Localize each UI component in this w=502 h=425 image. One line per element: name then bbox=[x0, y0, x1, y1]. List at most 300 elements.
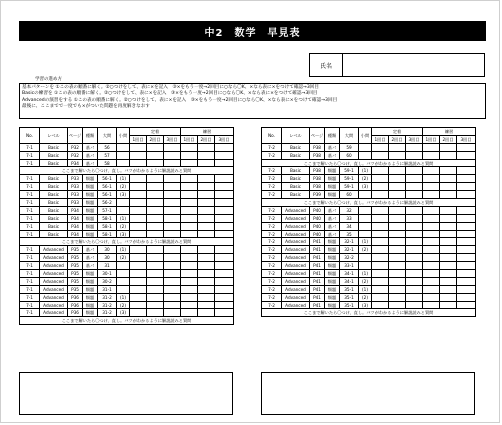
check-cell[interactable] bbox=[147, 285, 164, 293]
cell-small: (2) bbox=[359, 293, 372, 301]
check-cell[interactable] bbox=[215, 151, 234, 159]
check-cell[interactable] bbox=[181, 183, 198, 191]
check-cell[interactable] bbox=[457, 230, 476, 238]
check-cell[interactable] bbox=[423, 293, 440, 301]
check-cell[interactable] bbox=[130, 175, 147, 183]
check-cell[interactable] bbox=[389, 222, 406, 230]
check-cell[interactable] bbox=[406, 254, 423, 262]
check-cell[interactable] bbox=[406, 238, 423, 246]
right-memo-box[interactable] bbox=[261, 372, 475, 415]
check-cell[interactable] bbox=[372, 293, 389, 301]
check-cell[interactable] bbox=[181, 277, 198, 285]
check-cell[interactable] bbox=[164, 301, 181, 309]
check-cell[interactable] bbox=[181, 262, 198, 270]
check-cell[interactable] bbox=[130, 183, 147, 191]
check-cell[interactable] bbox=[215, 309, 234, 317]
check-cell[interactable] bbox=[181, 270, 198, 278]
check-cell[interactable] bbox=[406, 230, 423, 238]
check-cell[interactable] bbox=[147, 254, 164, 262]
check-cell[interactable] bbox=[372, 222, 389, 230]
check-cell[interactable] bbox=[372, 285, 389, 293]
check-cell[interactable] bbox=[147, 191, 164, 199]
check-cell[interactable] bbox=[181, 301, 198, 309]
name-field[interactable] bbox=[343, 54, 484, 76]
check-cell[interactable] bbox=[406, 285, 423, 293]
check-cell[interactable] bbox=[457, 285, 476, 293]
check-cell[interactable] bbox=[389, 238, 406, 246]
cell-big: 59-1 bbox=[340, 167, 359, 175]
cell-level: Advanced bbox=[40, 262, 68, 270]
check-cell[interactable] bbox=[406, 222, 423, 230]
check-cell[interactable] bbox=[372, 262, 389, 270]
check-cell[interactable] bbox=[406, 270, 423, 278]
check-cell[interactable] bbox=[130, 159, 147, 167]
check-cell[interactable] bbox=[423, 214, 440, 222]
check-cell[interactable] bbox=[372, 301, 389, 309]
section-note-row bbox=[20, 238, 234, 246]
check-cell[interactable] bbox=[440, 301, 457, 309]
cell-level: Advanced bbox=[282, 293, 310, 301]
table-row bbox=[262, 167, 476, 175]
check-cell[interactable] bbox=[389, 262, 406, 270]
check-cell[interactable] bbox=[147, 293, 164, 301]
check-cell[interactable] bbox=[457, 175, 476, 183]
check-cell[interactable] bbox=[423, 246, 440, 254]
check-cell[interactable] bbox=[372, 270, 389, 278]
cell-small: (2) bbox=[359, 246, 372, 254]
check-cell[interactable] bbox=[181, 230, 198, 238]
check-cell[interactable] bbox=[130, 206, 147, 214]
check-cell[interactable] bbox=[440, 230, 457, 238]
check-cell[interactable] bbox=[215, 206, 234, 214]
check-cell[interactable] bbox=[215, 175, 234, 183]
check-cell[interactable] bbox=[440, 285, 457, 293]
check-cell[interactable] bbox=[198, 270, 215, 278]
check-cell[interactable] bbox=[406, 175, 423, 183]
check-cell[interactable] bbox=[406, 143, 423, 151]
check-cell[interactable] bbox=[130, 262, 147, 270]
check-cell[interactable] bbox=[198, 175, 215, 183]
check-cell[interactable] bbox=[147, 143, 164, 151]
check-cell[interactable] bbox=[164, 222, 181, 230]
header-no: No. bbox=[20, 128, 40, 144]
cell-small: (1) bbox=[359, 285, 372, 293]
check-cell[interactable] bbox=[181, 159, 198, 167]
cell-page: P32 bbox=[68, 151, 83, 159]
check-cell[interactable] bbox=[389, 246, 406, 254]
check-cell[interactable] bbox=[147, 183, 164, 191]
check-cell[interactable] bbox=[181, 191, 198, 199]
check-cell[interactable] bbox=[423, 254, 440, 262]
check-cell[interactable] bbox=[372, 214, 389, 222]
check-cell[interactable] bbox=[198, 246, 215, 254]
check-cell[interactable] bbox=[164, 246, 181, 254]
header-type: 種類 bbox=[325, 128, 340, 144]
cell-small: (1) bbox=[359, 270, 372, 278]
check-cell[interactable] bbox=[130, 277, 147, 285]
check-cell[interactable] bbox=[147, 199, 164, 207]
check-cell[interactable] bbox=[457, 246, 476, 254]
check-cell[interactable] bbox=[372, 191, 389, 199]
check-cell[interactable] bbox=[389, 151, 406, 159]
check-cell[interactable] bbox=[372, 238, 389, 246]
check-cell[interactable] bbox=[215, 293, 234, 301]
check-cell[interactable] bbox=[130, 230, 147, 238]
cell-level: Advanced bbox=[282, 262, 310, 270]
cell-big: 32-1 bbox=[340, 246, 359, 254]
check-cell[interactable] bbox=[164, 293, 181, 301]
check-cell[interactable] bbox=[147, 151, 164, 159]
check-cell[interactable] bbox=[147, 159, 164, 167]
check-cell[interactable] bbox=[406, 246, 423, 254]
check-cell[interactable] bbox=[457, 238, 476, 246]
check-cell[interactable] bbox=[423, 301, 440, 309]
cell-page: P33 bbox=[68, 175, 83, 183]
check-cell[interactable] bbox=[372, 183, 389, 191]
check-cell[interactable] bbox=[389, 254, 406, 262]
check-cell[interactable] bbox=[181, 222, 198, 230]
check-cell[interactable] bbox=[372, 254, 389, 262]
check-cell[interactable] bbox=[198, 309, 215, 317]
check-cell[interactable] bbox=[215, 199, 234, 207]
check-cell[interactable] bbox=[440, 277, 457, 285]
check-cell[interactable] bbox=[164, 199, 181, 207]
left-memo-box[interactable] bbox=[19, 372, 233, 415]
cell-level: Advanced bbox=[40, 301, 68, 309]
check-cell[interactable] bbox=[130, 301, 147, 309]
check-cell[interactable] bbox=[181, 254, 198, 262]
cell-no: 7-2 bbox=[262, 175, 282, 183]
cell-page: P34 bbox=[68, 230, 83, 238]
check-cell[interactable] bbox=[164, 183, 181, 191]
check-cell[interactable] bbox=[164, 285, 181, 293]
check-cell[interactable] bbox=[372, 167, 389, 175]
check-cell[interactable] bbox=[198, 191, 215, 199]
check-cell[interactable] bbox=[440, 254, 457, 262]
check-cell[interactable] bbox=[423, 206, 440, 214]
check-cell[interactable] bbox=[389, 143, 406, 151]
check-cell[interactable] bbox=[147, 246, 164, 254]
cell-small: (2) bbox=[117, 222, 130, 230]
check-cell[interactable] bbox=[457, 167, 476, 175]
check-cell[interactable] bbox=[198, 285, 215, 293]
check-cell[interactable] bbox=[406, 151, 423, 159]
check-cell[interactable] bbox=[389, 270, 406, 278]
cell-type: 類題 bbox=[325, 175, 340, 183]
cell-big: 58-1 bbox=[98, 214, 117, 222]
check-cell[interactable] bbox=[147, 230, 164, 238]
check-cell[interactable] bbox=[181, 285, 198, 293]
check-cell[interactable] bbox=[198, 230, 215, 238]
cell-type: 類題 bbox=[83, 199, 98, 207]
cell-small bbox=[359, 143, 372, 151]
check-cell[interactable] bbox=[406, 262, 423, 270]
check-cell[interactable] bbox=[215, 143, 234, 151]
check-cell[interactable] bbox=[215, 301, 234, 309]
header-r3: 3回目 bbox=[215, 135, 234, 143]
check-cell[interactable] bbox=[198, 293, 215, 301]
check-cell[interactable] bbox=[215, 254, 234, 262]
check-cell[interactable] bbox=[406, 183, 423, 191]
check-cell[interactable] bbox=[389, 191, 406, 199]
check-cell[interactable] bbox=[406, 214, 423, 222]
check-cell[interactable] bbox=[215, 246, 234, 254]
check-cell[interactable] bbox=[440, 270, 457, 278]
check-cell[interactable] bbox=[389, 277, 406, 285]
check-cell[interactable] bbox=[389, 183, 406, 191]
table-row bbox=[262, 222, 476, 230]
check-cell[interactable] bbox=[457, 293, 476, 301]
check-cell[interactable] bbox=[406, 293, 423, 301]
check-cell[interactable] bbox=[164, 151, 181, 159]
check-cell[interactable] bbox=[440, 222, 457, 230]
check-cell[interactable] bbox=[457, 151, 476, 159]
table-row bbox=[20, 293, 234, 301]
check-cell[interactable] bbox=[164, 277, 181, 285]
check-cell[interactable] bbox=[457, 254, 476, 262]
check-cell[interactable] bbox=[164, 270, 181, 278]
check-cell[interactable] bbox=[440, 167, 457, 175]
check-cell[interactable] bbox=[440, 175, 457, 183]
check-cell[interactable] bbox=[130, 293, 147, 301]
check-cell[interactable] bbox=[423, 143, 440, 151]
cell-type: 類題 bbox=[325, 270, 340, 278]
check-cell[interactable] bbox=[372, 230, 389, 238]
cell-big: 31 bbox=[98, 262, 117, 270]
check-cell[interactable] bbox=[181, 246, 198, 254]
check-cell[interactable] bbox=[198, 206, 215, 214]
check-cell[interactable] bbox=[406, 277, 423, 285]
check-cell[interactable] bbox=[423, 151, 440, 159]
cell-page: P40 bbox=[310, 222, 325, 230]
check-cell[interactable] bbox=[147, 222, 164, 230]
section-note: ここまで解いたら〇つけ、直し。バツがわかるように解説読みと質問 bbox=[262, 159, 476, 167]
cell-type: 基パ bbox=[325, 143, 340, 151]
table-row bbox=[20, 277, 234, 285]
check-cell[interactable] bbox=[130, 270, 147, 278]
check-cell[interactable] bbox=[130, 285, 147, 293]
check-cell[interactable] bbox=[406, 167, 423, 175]
check-cell[interactable] bbox=[457, 183, 476, 191]
check-cell[interactable] bbox=[406, 206, 423, 214]
check-cell[interactable] bbox=[181, 214, 198, 222]
check-cell[interactable] bbox=[372, 175, 389, 183]
cell-small: (3) bbox=[117, 230, 130, 238]
check-cell[interactable] bbox=[423, 183, 440, 191]
check-cell[interactable] bbox=[198, 199, 215, 207]
check-cell[interactable] bbox=[389, 206, 406, 214]
cell-no: 7-1 bbox=[20, 254, 40, 262]
check-cell[interactable] bbox=[440, 238, 457, 246]
check-cell[interactable] bbox=[147, 214, 164, 222]
check-cell[interactable] bbox=[130, 254, 147, 262]
check-cell[interactable] bbox=[457, 214, 476, 222]
check-cell[interactable] bbox=[389, 175, 406, 183]
cell-small bbox=[359, 151, 372, 159]
check-cell[interactable] bbox=[440, 206, 457, 214]
check-cell[interactable] bbox=[130, 143, 147, 151]
check-cell[interactable] bbox=[130, 199, 147, 207]
cell-page: P38 bbox=[310, 175, 325, 183]
check-cell[interactable] bbox=[198, 254, 215, 262]
check-cell[interactable] bbox=[130, 309, 147, 317]
check-cell[interactable] bbox=[440, 183, 457, 191]
check-cell[interactable] bbox=[440, 293, 457, 301]
check-cell[interactable] bbox=[130, 151, 147, 159]
check-cell[interactable] bbox=[164, 175, 181, 183]
check-cell[interactable] bbox=[215, 277, 234, 285]
check-cell[interactable] bbox=[389, 293, 406, 301]
cell-type: 類題 bbox=[325, 191, 340, 199]
table-row bbox=[20, 206, 234, 214]
check-cell[interactable] bbox=[215, 230, 234, 238]
page-title: 中2 数学 早見表 bbox=[19, 21, 486, 41]
check-cell[interactable] bbox=[423, 175, 440, 183]
check-cell[interactable] bbox=[198, 214, 215, 222]
check-cell[interactable] bbox=[130, 222, 147, 230]
check-cell[interactable] bbox=[389, 167, 406, 175]
check-cell[interactable] bbox=[164, 214, 181, 222]
check-cell[interactable] bbox=[215, 191, 234, 199]
check-cell[interactable] bbox=[164, 159, 181, 167]
check-cell[interactable] bbox=[440, 246, 457, 254]
check-cell[interactable] bbox=[164, 191, 181, 199]
cell-no: 7-2 bbox=[262, 270, 282, 278]
check-cell[interactable] bbox=[147, 277, 164, 285]
table-row bbox=[20, 199, 234, 207]
check-cell[interactable] bbox=[181, 293, 198, 301]
check-cell[interactable] bbox=[372, 151, 389, 159]
check-cell[interactable] bbox=[372, 246, 389, 254]
table-row bbox=[262, 151, 476, 159]
check-cell[interactable] bbox=[147, 175, 164, 183]
check-cell[interactable] bbox=[181, 206, 198, 214]
check-cell[interactable] bbox=[147, 262, 164, 270]
check-cell[interactable] bbox=[181, 309, 198, 317]
name-label: 氏名 bbox=[310, 54, 343, 76]
check-cell[interactable] bbox=[457, 301, 476, 309]
check-cell[interactable] bbox=[215, 285, 234, 293]
check-cell[interactable] bbox=[130, 191, 147, 199]
check-cell[interactable] bbox=[164, 262, 181, 270]
section-note: ここまで解いたら〇つけ、直し。バツがわかるように解説読みと質問 bbox=[20, 238, 234, 246]
check-cell[interactable] bbox=[215, 183, 234, 191]
check-cell[interactable] bbox=[440, 262, 457, 270]
check-cell[interactable] bbox=[389, 214, 406, 222]
check-cell[interactable] bbox=[457, 270, 476, 278]
cell-big: 56-2 bbox=[98, 199, 117, 207]
check-cell[interactable] bbox=[164, 309, 181, 317]
check-cell[interactable] bbox=[130, 246, 147, 254]
check-cell[interactable] bbox=[215, 262, 234, 270]
check-cell[interactable] bbox=[389, 230, 406, 238]
check-cell[interactable] bbox=[423, 191, 440, 199]
check-cell[interactable] bbox=[215, 222, 234, 230]
check-cell[interactable] bbox=[147, 206, 164, 214]
check-cell[interactable] bbox=[440, 143, 457, 151]
check-cell[interactable] bbox=[215, 159, 234, 167]
check-cell[interactable] bbox=[372, 143, 389, 151]
check-cell[interactable] bbox=[440, 151, 457, 159]
check-cell[interactable] bbox=[198, 159, 215, 167]
check-cell[interactable] bbox=[164, 143, 181, 151]
check-cell[interactable] bbox=[457, 143, 476, 151]
check-cell[interactable] bbox=[423, 230, 440, 238]
check-cell[interactable] bbox=[423, 270, 440, 278]
header-r1: 1回目 bbox=[181, 135, 198, 143]
check-cell[interactable] bbox=[130, 214, 147, 222]
cell-big: 56-1 bbox=[98, 175, 117, 183]
check-cell[interactable] bbox=[423, 262, 440, 270]
check-cell[interactable] bbox=[457, 206, 476, 214]
check-cell[interactable] bbox=[147, 301, 164, 309]
check-cell[interactable] bbox=[198, 277, 215, 285]
cell-no: 7-2 bbox=[262, 183, 282, 191]
check-cell[interactable] bbox=[457, 191, 476, 199]
cell-big: 35-1 bbox=[340, 293, 359, 301]
check-cell[interactable] bbox=[164, 254, 181, 262]
check-cell[interactable] bbox=[406, 301, 423, 309]
check-cell[interactable] bbox=[164, 230, 181, 238]
check-cell[interactable] bbox=[389, 301, 406, 309]
table-row bbox=[20, 175, 234, 183]
check-cell[interactable] bbox=[423, 285, 440, 293]
check-cell[interactable] bbox=[457, 262, 476, 270]
check-cell[interactable] bbox=[147, 309, 164, 317]
check-cell[interactable] bbox=[423, 238, 440, 246]
section-note: ここまで解いたら〇つけ、直し。バツがわかるように解説読みと質問 bbox=[20, 317, 234, 325]
check-cell[interactable] bbox=[406, 191, 423, 199]
check-cell[interactable] bbox=[372, 277, 389, 285]
cell-big: 32-2 bbox=[340, 254, 359, 262]
check-cell[interactable] bbox=[147, 270, 164, 278]
check-cell[interactable] bbox=[215, 270, 234, 278]
check-cell[interactable] bbox=[372, 206, 389, 214]
check-cell[interactable] bbox=[457, 277, 476, 285]
check-cell[interactable] bbox=[423, 222, 440, 230]
check-cell[interactable] bbox=[457, 222, 476, 230]
right-table bbox=[261, 127, 476, 317]
check-cell[interactable] bbox=[198, 222, 215, 230]
check-cell[interactable] bbox=[423, 167, 440, 175]
cell-small bbox=[117, 143, 130, 151]
check-cell[interactable] bbox=[181, 199, 198, 207]
check-cell[interactable] bbox=[198, 183, 215, 191]
cell-type: 基パ bbox=[325, 151, 340, 159]
check-cell[interactable] bbox=[423, 277, 440, 285]
check-cell[interactable] bbox=[181, 151, 198, 159]
check-cell[interactable] bbox=[181, 143, 198, 151]
check-cell[interactable] bbox=[198, 151, 215, 159]
cell-small: (1) bbox=[359, 238, 372, 246]
check-cell[interactable] bbox=[440, 191, 457, 199]
header-r3: 3回目 bbox=[164, 135, 181, 143]
check-cell[interactable] bbox=[198, 301, 215, 309]
left-panel bbox=[19, 127, 233, 325]
cell-big: 30 bbox=[98, 246, 117, 254]
check-cell[interactable] bbox=[389, 285, 406, 293]
cell-page: P38 bbox=[310, 167, 325, 175]
cell-big: 30 bbox=[98, 254, 117, 262]
cell-no: 7-1 bbox=[20, 206, 40, 214]
check-cell[interactable] bbox=[181, 175, 198, 183]
check-cell[interactable] bbox=[215, 214, 234, 222]
check-cell[interactable] bbox=[198, 262, 215, 270]
check-cell[interactable] bbox=[164, 206, 181, 214]
check-cell[interactable] bbox=[198, 143, 215, 151]
cell-big: 59 bbox=[340, 143, 359, 151]
check-cell[interactable] bbox=[440, 214, 457, 222]
